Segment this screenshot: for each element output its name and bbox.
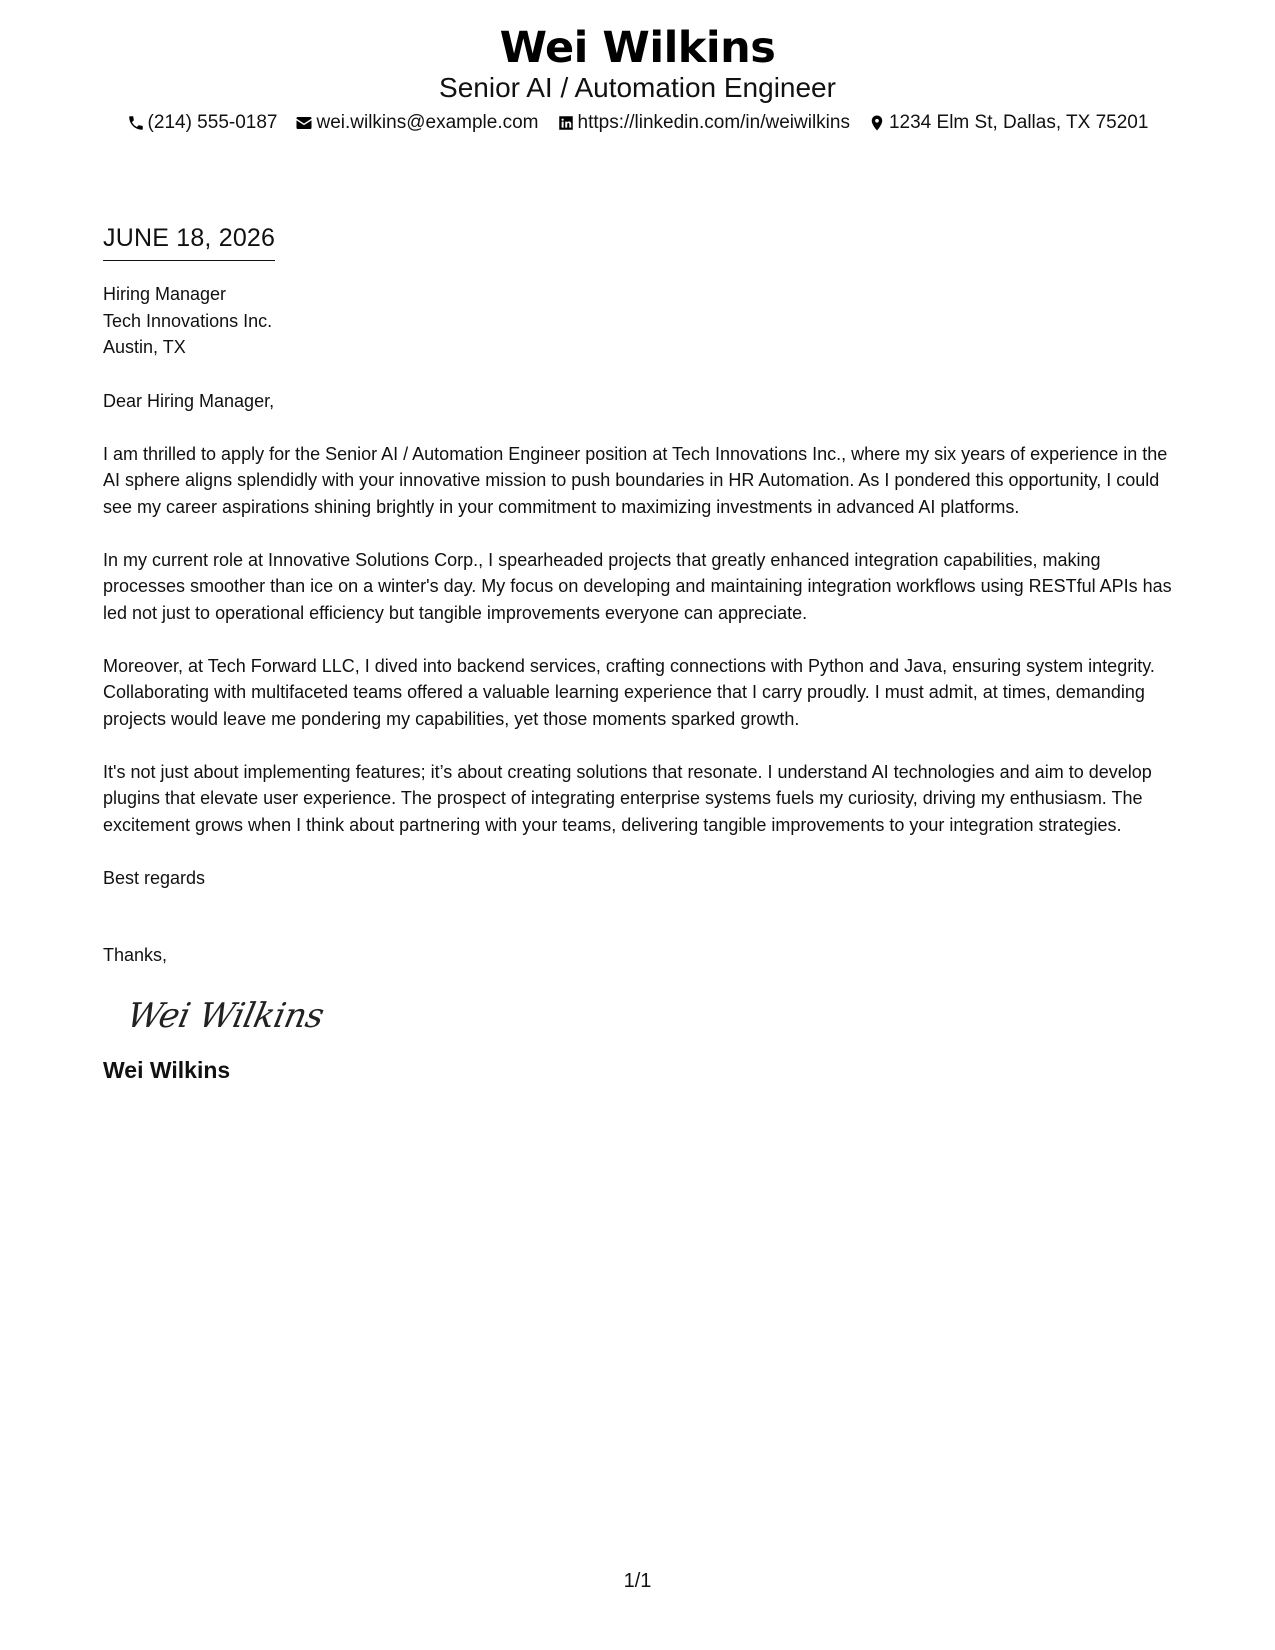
contact-linkedin (557, 111, 850, 135)
signature-text: Wei Wilkins (131, 995, 328, 1036)
map-pin-icon (868, 114, 886, 132)
contact-bar (0, 111, 1275, 135)
contact-phone (127, 111, 278, 135)
address-text: 1234 Elm St, Dallas, TX 75201 (888, 112, 1149, 133)
body-paragraph: Moreover, at Tech Forward LLC, I dived into backend services, crafting connections with Python and Java, ensuring system integrity. Collaborating with multifaceted teams offered a valuable learning experience that I carry proudly. I must admit, at times, demanding projects would leave me pondering my capabilities, yet those moments sparked growth. (103, 655, 1155, 729)
page-number: 1/1 (623, 1570, 652, 1592)
linkedin-text: https://linkedin.com/in/weiwilkins (577, 112, 850, 133)
closing: Best regards (103, 867, 206, 888)
contact-email (295, 111, 538, 135)
applicant-title: Senior AI / Automation Engineer (439, 72, 836, 103)
recipient-block (103, 281, 1173, 361)
phone-text: (214) 555-0187 (147, 112, 278, 133)
envelope-icon (295, 114, 313, 132)
recipient-line: Austin, TX (103, 337, 186, 357)
body-paragraph: I am thrilled to apply for the Senior AI / Automation Engineer position at Tech Innovations Inc., where my six years of experience in the AI sphere aligns splendidly with your innovative mission to push boundaries in HR Automation. As I pondered this opportunity, I could see my career aspirations shining brightly in your commitment to maximizing investments in advanced AI platforms. (103, 443, 1168, 517)
contact-address (868, 111, 1148, 135)
signer-name: Wei Wilkins (103, 1056, 231, 1083)
signature-image (131, 991, 351, 1041)
letter-header (0, 22, 1275, 135)
recipient-line: Tech Innovations Inc. (103, 310, 273, 331)
linkedin-icon (557, 114, 575, 132)
email-text: wei.wilkins@example.com (316, 112, 539, 133)
phone-icon (127, 114, 145, 132)
body-paragraph: In my current role at Innovative Solutions Corp., I spearheaded projects that greatly enhanced integration capabilities, making processes smoother than ice on a winter's day. My focus on developing and maintaining integration workflows using RESTful APIs has led not just to operational efficiency but tangible improvements everyone can appreciate. (103, 549, 1172, 623)
letter-body (103, 222, 1173, 1085)
thanks-line: Thanks, (103, 945, 168, 965)
recipient-line: Hiring Manager (103, 284, 227, 304)
salutation: Dear Hiring Manager, (103, 390, 275, 411)
applicant-name: Wei Wilkins (499, 23, 776, 73)
body-paragraph: It's not just about implementing features; it’s about creating solutions that resonate. I understand AI technologies and aim to develop plugins that elevate user experience. The prospect of integrating enterprise systems fuels my curiosity, driving my enthusiasm. The excitement grows when I think about partnering with your teams, delivering tangible improvements to your integration strategies. (103, 761, 1152, 835)
letter-date: JUNE 18, 2026 (103, 222, 275, 261)
